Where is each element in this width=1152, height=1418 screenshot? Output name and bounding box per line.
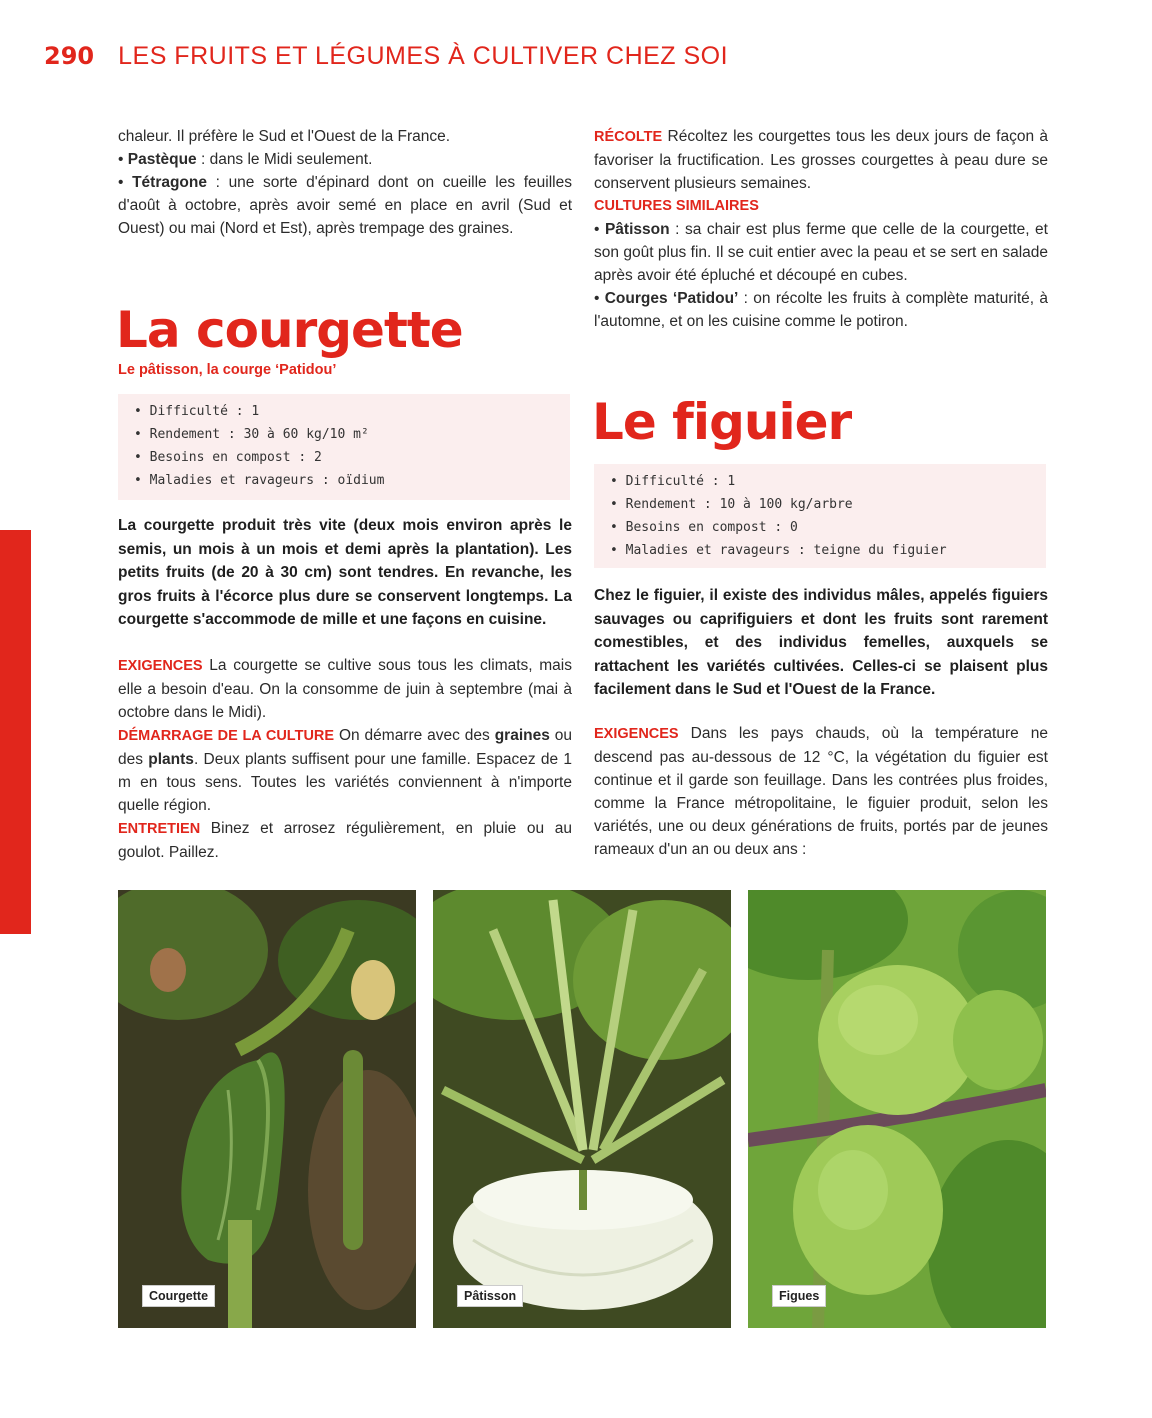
info-yield: • Rendement : 10 à 100 kg/arbre — [610, 493, 1046, 516]
courgette-demarrage: DÉMARRAGE DE LA CULTURE On démarre avec des graines ou des plants. Deux plants suffisent pour une famille. Espacez de 1 m en tous sens. Toutes les variétés conviennent à n'importe quelle région. — [118, 727, 572, 814]
page-header — [44, 42, 728, 82]
patisson-image — [433, 890, 731, 1328]
tetragone-item: • Tétragone : une sorte d'épinard dont on cueille les feuilles d'août à octobre, après avoir semé en place en avril (Sud et Ouest) ou mai (Nord et Est), après trempage des graines. — [118, 174, 572, 237]
photo-caption: Courgette — [142, 1285, 215, 1307]
info-compost: • Besoins en compost : 0 — [610, 516, 1046, 539]
continuation-line: chaleur. Il préfère le Sud et l'Ouest de la France. — [118, 128, 451, 145]
courgette-subtitle: Le pâtisson, la courge ‘Patidou’ — [118, 362, 337, 378]
courgette-image — [118, 890, 416, 1328]
patisson-item: • Pâtisson : sa chair est plus ferme que celle de la courgette, et son goût plus fin. Il se cuit entier avec la peau et se sert en salade après avoir été épluché et découpé en cubes. — [594, 221, 1048, 284]
exigences-label: EXIGENCES — [594, 726, 679, 742]
courgette-title: La courgette — [116, 301, 463, 359]
figuier-intro: Chez le figuier, il existe des individus mâles, appelés figuiers sauvages ou caprifiguiers et dont les fruits sont rarement comestibles, et des individus femelles, auxquels se rattachent les variétés cultivées. Celles-ci se plaisent plus facilement dans le Sud et l'Ouest de la France. — [594, 587, 1048, 698]
similaires-heading: CULTURES SIMILAIRES — [594, 198, 759, 214]
info-diseases: • Maladies et ravageurs : oïdium — [134, 469, 570, 492]
pasteque-name: Pastèque — [127, 151, 197, 168]
info-yield: • Rendement : 30 à 60 kg/10 m² — [134, 423, 570, 446]
pasteque-item: • Pastèque : dans le Midi seulement. — [118, 151, 373, 168]
courgette-infobox — [118, 394, 570, 500]
left-continuation — [118, 125, 572, 240]
entretien-label: ENTRETIEN — [118, 821, 201, 837]
running-title: LES FRUITS ET LÉGUMES À CULTIVER CHEZ SOI — [118, 42, 729, 70]
courgette-body — [118, 654, 572, 864]
figuier-body — [594, 722, 1048, 861]
page-number: 290 — [44, 42, 95, 70]
courgette-photo — [118, 890, 416, 1328]
courgette-exigences: EXIGENCES La courgette se cultive sous tous les climats, mais elle a besoin d'eau. On la consomme de juin à septembre (mai à octobre dans le Midi). — [118, 657, 572, 721]
info-compost: • Besoins en compost : 2 — [134, 446, 570, 469]
exigences-label: EXIGENCES — [118, 658, 203, 674]
demarrage-label: DÉMARRAGE DE LA CULTURE — [118, 728, 335, 744]
figuier-title: Le figuier — [592, 393, 852, 451]
patisson-photo — [433, 890, 731, 1328]
courgette-intro: La courgette produit très vite (deux mois environ après le semis, un mois à un mois et demi après la plantation). Les petits fruits (de 20 à 30 cm) sont tendres. En revanche, les gros fruits à l'écorce plus dure se conservent longtemps. La courgette s'accommode de mille et une façons en cuisine. — [118, 517, 572, 628]
photo-caption: Figues — [772, 1285, 826, 1307]
info-difficulty: • Difficulté : 1 — [610, 470, 1046, 493]
info-difficulty: • Difficulté : 1 — [134, 400, 570, 423]
patidou-item: • Courges ‘Patidou’ : on récolte les fruits à complète maturité, à l'automne, et on les cuisine comme le potiron. — [594, 290, 1048, 330]
side-accent-bar — [0, 530, 31, 934]
figuier-infobox — [594, 464, 1046, 568]
figuier-exigences: EXIGENCES Dans les pays chauds, où la température ne descend pas au-dessous de 12 °C, la végétation du figuier est continue et il garde son feuillage. Dans les contrées plus froides, comme la France métropolitaine, le figuier produit, selon les variétés, une ou deux générations de fruits, portés par de jeunes rameaux d'un an ou deux ans : — [594, 725, 1048, 858]
info-diseases: • Maladies et ravageurs : teigne du figuier — [610, 539, 1046, 562]
recolte-label: RÉCOLTE — [594, 129, 663, 145]
photo-caption: Pâtisson — [457, 1285, 523, 1307]
recolte-para: RÉCOLTE Récoltez les courgettes tous les deux jours de façon à favoriser la fructification. Les grosses courgettes à peau dure se conservent plusieurs semaines. — [594, 128, 1048, 192]
figues-photo — [748, 890, 1046, 1328]
right-continuation — [594, 125, 1048, 333]
courgette-entretien: ENTRETIEN Binez et arrosez régulièrement, en pluie ou au goulot. Paillez. — [118, 820, 572, 861]
tetragone-name: Tétragone — [132, 174, 207, 191]
figues-image — [748, 890, 1046, 1328]
